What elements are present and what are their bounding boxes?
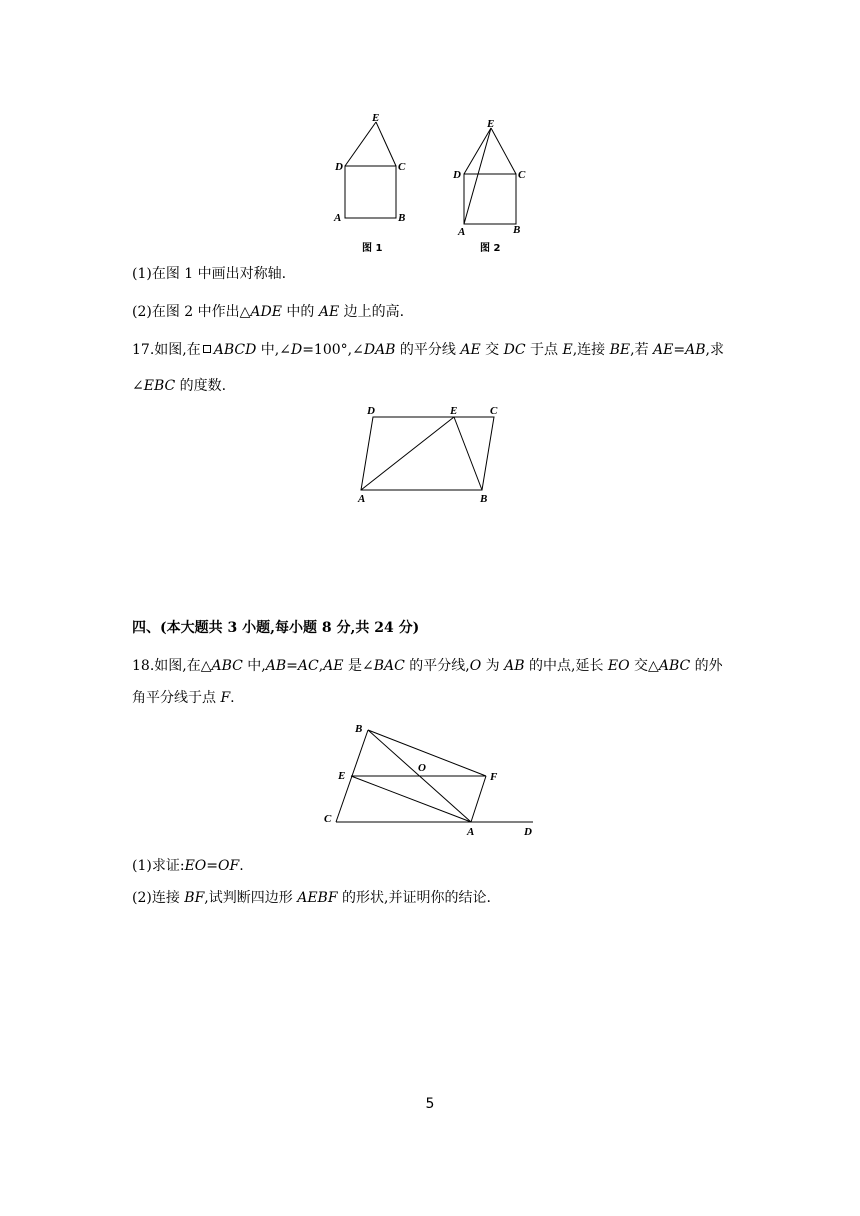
q18-label-a: A: [467, 826, 475, 838]
q17-label-e: E: [450, 405, 458, 417]
segment-ae: [361, 417, 454, 490]
parallelogram-abcd: [361, 417, 494, 490]
figure-1-and-2: [320, 108, 540, 258]
q17-label-b: B: [480, 493, 488, 505]
q17-label-d: D: [367, 405, 375, 417]
parallelogram-symbol: [203, 345, 211, 353]
section-4-heading: 四、(本大题共 3 小题,每小题 8 分,共 24 分): [132, 620, 420, 636]
q16-part1: (1)在图 1 中画出对称轴.: [132, 266, 287, 282]
q18-line2: 角平分线于点 F.: [132, 690, 235, 706]
figure-2: [464, 128, 516, 224]
q18-figure: [318, 718, 548, 842]
q17-label-a: A: [358, 493, 366, 505]
fig2-label-c: C: [518, 169, 526, 181]
q18-part1: (1)求证:EO=OF.: [132, 858, 244, 874]
fig1-caption: 图 1: [362, 243, 383, 254]
fig1-label-d: D: [335, 161, 343, 173]
page-number: 5: [425, 1096, 435, 1112]
q18-label-o: O: [418, 762, 426, 774]
fig1-label-e: E: [372, 112, 380, 124]
q17-line2: ∠EBC 的度数.: [132, 378, 227, 394]
figure-1: [345, 122, 396, 218]
q18-label-b: B: [355, 723, 363, 735]
fig2-label-d: D: [453, 169, 461, 181]
q18-line1: 18.如图,在△ABC 中,AB=AC,AE 是∠BAC 的平分线,O 为 AB 的中点,延长 EO 交△ABC 的外: [132, 658, 723, 674]
segment-bf: [368, 730, 486, 776]
fig1-label-c: C: [398, 161, 406, 173]
q17-line1: 17.如图,在 ABCD 中,∠D=100°,∠DAB 的平分线 AE 交 DC 于点 E,连接 BE,若 AE=AB,求: [132, 342, 724, 358]
fig2-label-a: A: [458, 226, 466, 238]
q17-figure: [352, 402, 512, 512]
fig2-caption: 图 2: [480, 243, 501, 254]
q18-label-f: F: [490, 771, 498, 783]
fig1-label-a: A: [334, 212, 342, 224]
q18-label-d: D: [524, 826, 532, 838]
q18-label-c: C: [324, 813, 332, 825]
q18-part2: (2)连接 BF,试判断四边形 AEBF 的形状,并证明你的结论.: [132, 890, 491, 906]
segment-be: [454, 417, 482, 490]
q17-label-c: C: [490, 405, 498, 417]
fig2-label-b: B: [513, 224, 521, 236]
fig2-label-e: E: [487, 118, 495, 130]
segment-ae: [351, 776, 471, 822]
fig1-label-b: B: [398, 212, 406, 224]
segment-af: [471, 776, 486, 822]
q16-part2: (2)在图 2 中作出△ADE 中的 AE 边上的高.: [132, 304, 405, 320]
q18-label-e: E: [338, 770, 346, 782]
